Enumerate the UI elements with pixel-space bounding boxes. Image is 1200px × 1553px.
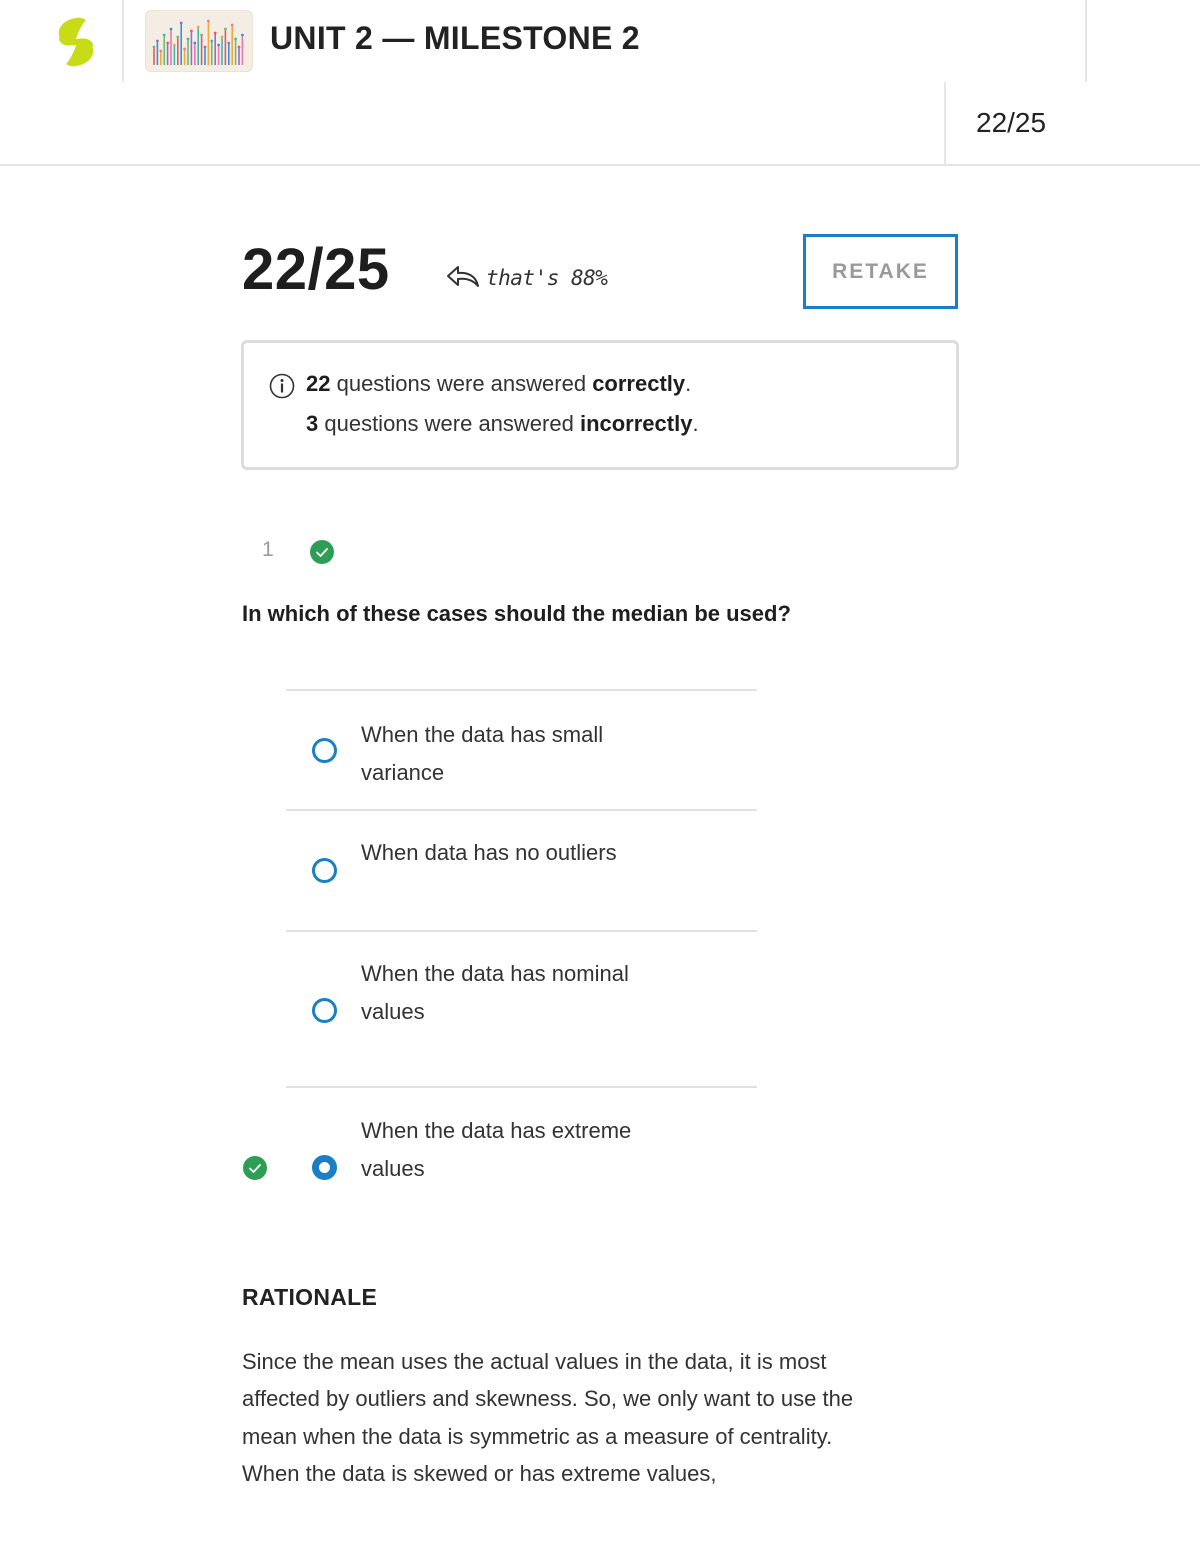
curved-arrow-icon [446,264,480,292]
sophia-logo-icon[interactable] [52,14,100,70]
correct-word: correctly [592,371,686,396]
thumbnail-dot [214,32,217,35]
rationale-line: When the data is skewed or has extreme values, [242,1461,717,1486]
header-divider [122,0,124,82]
question-text: In which of these cases should the median be used? [242,601,791,626]
correct-count: 22 [306,371,331,396]
unit-thumbnail [145,10,253,72]
thumbnail-dot [153,46,156,49]
correct-text: questions were answered [330,371,593,396]
thumbnail-dot [187,38,190,41]
thumbnail-dot [221,36,224,39]
option-label-4[interactable]: When the data has extreme values [361,1118,632,1181]
incorrect-summary [306,411,699,437]
rationale-line: mean when the data is symmetric as a measure of centrality. [242,1424,833,1449]
option-divider [286,1086,757,1088]
thumbnail-dot [173,44,176,47]
score-percent-text: that's 88% [486,266,608,290]
thumbnail-dot [207,20,210,23]
top-header [0,0,1200,82]
rationale-line: Since the mean uses the actual values in the data, it is most [242,1349,827,1374]
incorrect-word: incorrectly [579,411,693,436]
thumbnail-dot [231,24,234,27]
rationale-line: affected by outliers and skewness. So, we only want to use the [242,1386,854,1411]
thumbnail-dot [224,28,227,31]
thumbnail-dot [204,46,207,49]
thumbnail-dot [176,36,179,39]
incorrect-count: 3 [306,411,319,436]
retake-button[interactable]: RETAKE [803,234,958,309]
option-divider [286,689,757,691]
option-label-1[interactable]: When the data has small variance [361,722,604,785]
rationale-heading: RATIONALE [242,1284,378,1310]
thumbnail-dot [180,22,183,25]
score-annotation [446,262,607,294]
thumbnail-dot [227,42,230,45]
thumbnail-dot [200,34,203,37]
option-radio-3[interactable] [312,998,337,1023]
thumbnail-dot [170,28,173,31]
question-number: 1 [262,538,274,561]
unit-title: UNIT 2 — MILESTONE 2 [270,20,640,56]
info-icon [269,373,295,399]
thumbnail-dot [156,40,159,43]
thumbnail-dot [166,42,169,45]
thumbnail-dot [197,26,200,29]
thumbnail-dot [241,34,244,37]
thumbnail-dot [183,48,186,51]
incorrect-text: questions were answered [318,411,580,436]
header-bottom-border [0,164,1200,166]
thumbnail-dot [238,46,241,49]
option-divider [286,930,757,932]
thumbnail-dot [163,34,166,37]
thumbnail-dot [217,44,220,47]
thumbnail-dot [210,40,213,43]
option-divider [286,809,757,811]
correct-summary [306,371,691,397]
header-divider [1085,0,1087,82]
correct-answer-check-icon [242,1155,268,1181]
incorrect-period: . [692,411,699,436]
option-radio-1[interactable] [312,738,337,763]
correct-period: . [685,371,692,396]
option-radio-4-selected[interactable] [312,1155,337,1180]
results-summary [241,340,959,470]
option-radio-2[interactable] [312,858,337,883]
thumbnail-dot [159,50,162,53]
sub-header-divider [944,82,946,164]
thumbnail-dot [193,42,196,45]
correct-check-icon [309,539,335,565]
score-value: 22/25 [242,237,390,302]
option-label-3[interactable]: When the data has nominal values [361,961,629,1024]
option-label-2[interactable]: When data has no outliers [361,840,617,865]
thumbnail-dot [190,30,193,33]
score-tab[interactable]: 22/25 [976,107,1047,138]
thumbnail-dot [234,38,237,41]
